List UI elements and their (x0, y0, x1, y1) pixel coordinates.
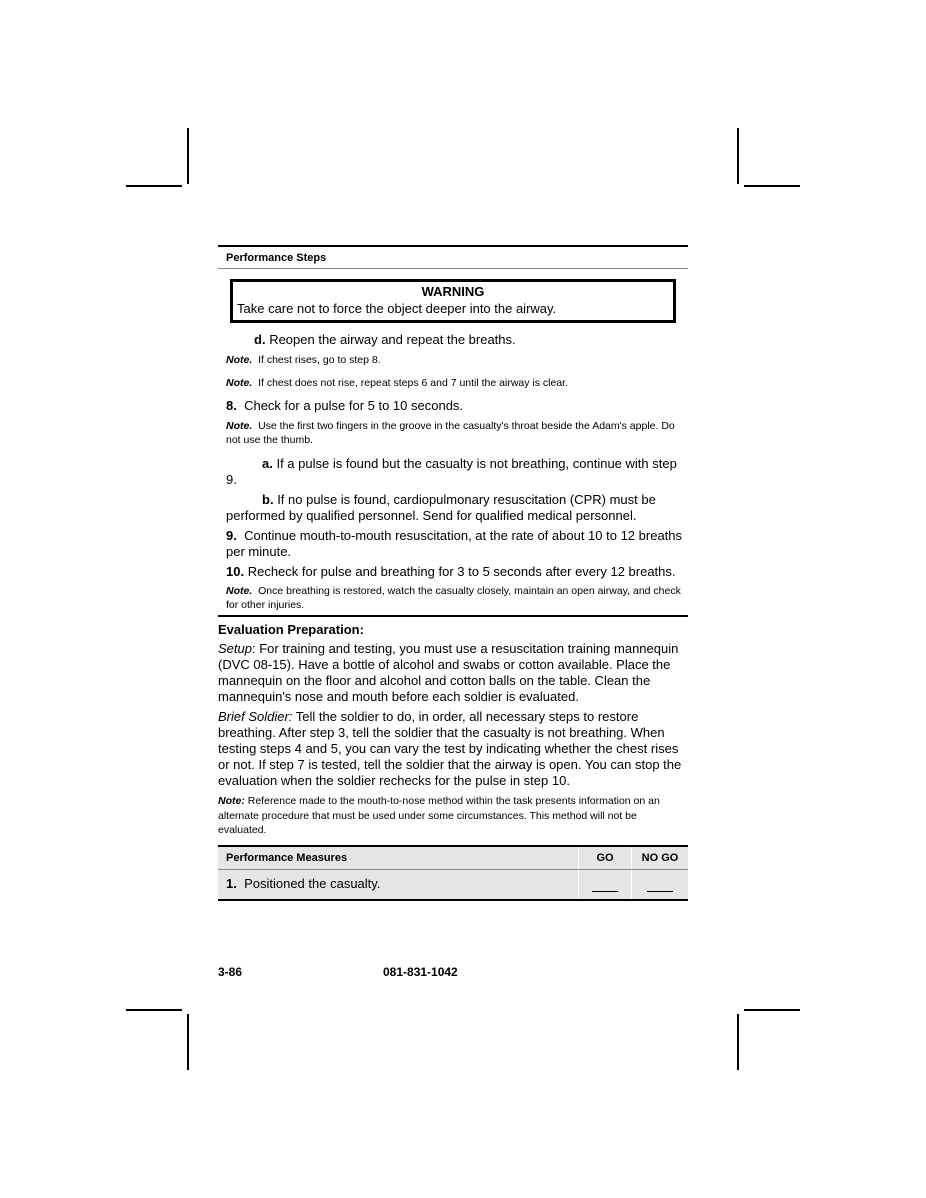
brief-soldier-text: Tell the soldier to do, in order, all necessary steps to restore breathing. After step 3, tell the soldier that the casualty is not breathing. When testing steps 4 and 5, you can vary the test by indicating whether the chest rises or not. If step 7 is tested, tell the soldier that the airway is open. You can stop the evaluation when the soldier rechecks for the pulse in step 10. (218, 709, 682, 788)
note-text: If chest rises, go to step 8. (258, 354, 381, 366)
performance-measures-table (218, 845, 688, 901)
page-content (218, 245, 688, 901)
crop-mark-top-left-horizontal (126, 185, 182, 187)
crop-mark-top-right-vertical (737, 128, 739, 184)
note-label: Note. (226, 377, 253, 389)
step-8b-text: If no pulse is found, cardiopulmonary resuscitation (CPR) must be performed by qualified personnel. Send for qualified medical personnel. (226, 492, 656, 523)
step-8b-label: b. (262, 492, 274, 507)
step-9 (218, 528, 688, 560)
evaluation-brief-soldier (218, 709, 688, 789)
warning-box (230, 279, 676, 323)
page-number: 3-86 (218, 965, 243, 979)
measure-number: 1. (226, 875, 237, 891)
note-text: Once breathing is restored, watch the casualty closely, maintain an open airway, and check for other injuries. (226, 585, 681, 611)
go-blank-line (592, 890, 618, 892)
crop-mark-bottom-left-horizontal (126, 1009, 182, 1011)
note-pulse-technique (218, 419, 688, 447)
performance-measures-header: Performance Measures (218, 846, 579, 870)
note-text: Reference made to the mouth-to-nose method within the task presents information on an alternate procedure that must be used under some circumstances. This method will not be evaluated. (218, 795, 660, 836)
no-go-header: NO GO (632, 846, 689, 870)
crop-mark-bottom-left-vertical (187, 1014, 189, 1070)
step-8a (218, 456, 688, 488)
step-10 (218, 564, 688, 580)
crop-mark-bottom-right-horizontal (744, 1009, 800, 1011)
step-8b (218, 492, 688, 524)
step-8a-text: If a pulse is found but the casualty is not breathing, continue with step 9. (226, 456, 677, 487)
step-10-label: 10. (226, 564, 245, 579)
note-chest-rises (218, 353, 688, 367)
measure-text: Positioned the casualty. (244, 875, 381, 891)
note-label: Note. (226, 420, 253, 432)
crop-mark-top-left-vertical (187, 128, 189, 184)
evaluation-note (218, 794, 688, 838)
note-label: Note. (226, 585, 253, 597)
step-8-text: Check for a pulse for 5 to 10 seconds. (244, 398, 464, 413)
go-blank[interactable] (579, 869, 632, 900)
no-go-blank-line (647, 890, 673, 892)
setup-text: : For training and testing, you must use a resuscitation training mannequin (DVC 08-15). Have a bottle of alcohol and swabs or cotton available. Place the mannequin on the floor and alcohol and cotton balls on the table. Clean the mannequin's nose and mouth before each soldier is evaluated. (218, 641, 679, 704)
note-breathing-restored (218, 584, 688, 612)
note-label: Note: (218, 795, 245, 807)
warning-title: WARNING (421, 284, 485, 299)
table-row (218, 869, 688, 900)
crop-mark-bottom-right-vertical (737, 1014, 739, 1070)
step-d-label: d. (254, 332, 266, 347)
section-title: Performance Steps (218, 247, 688, 269)
step-8a-label: a. (262, 456, 273, 471)
note-text: If chest does not rise, repeat steps 6 and 7 until the airway is clear. (258, 377, 569, 389)
note-text: Use the first two fingers in the groove in the casualty's throat beside the Adam's apple. Do not use the thumb. (226, 420, 675, 446)
measure-cell (218, 869, 579, 900)
setup-label: Setup (218, 641, 252, 656)
step-d-text: Reopen the airway and repeat the breaths. (269, 332, 516, 347)
document-number: 081-831-1042 (383, 965, 458, 979)
step-9-text: Continue mouth-to-mouth resuscitation, at the rate of about 10 to 12 breaths per minute. (226, 528, 683, 559)
no-go-blank[interactable] (632, 869, 689, 900)
table-header-row (218, 846, 688, 870)
evaluation-setup (218, 641, 688, 705)
warning-text: Take care not to force the object deeper into the airway. (237, 301, 557, 316)
evaluation-title: Evaluation Preparation: (218, 622, 364, 637)
brief-soldier-label: Brief Soldier: (218, 709, 293, 724)
step-d (218, 332, 688, 348)
go-header: GO (579, 846, 632, 870)
crop-mark-top-right-horizontal (744, 185, 800, 187)
step-8-label: 8. (226, 398, 237, 413)
step-8 (218, 398, 688, 414)
step-9-label: 9. (226, 528, 237, 543)
step-10-text: Recheck for pulse and breathing for 3 to 5 seconds after every 12 breaths. (247, 564, 676, 579)
note-label: Note. (226, 354, 253, 366)
evaluation-rule (218, 615, 688, 617)
note-chest-not-rise (218, 376, 688, 390)
